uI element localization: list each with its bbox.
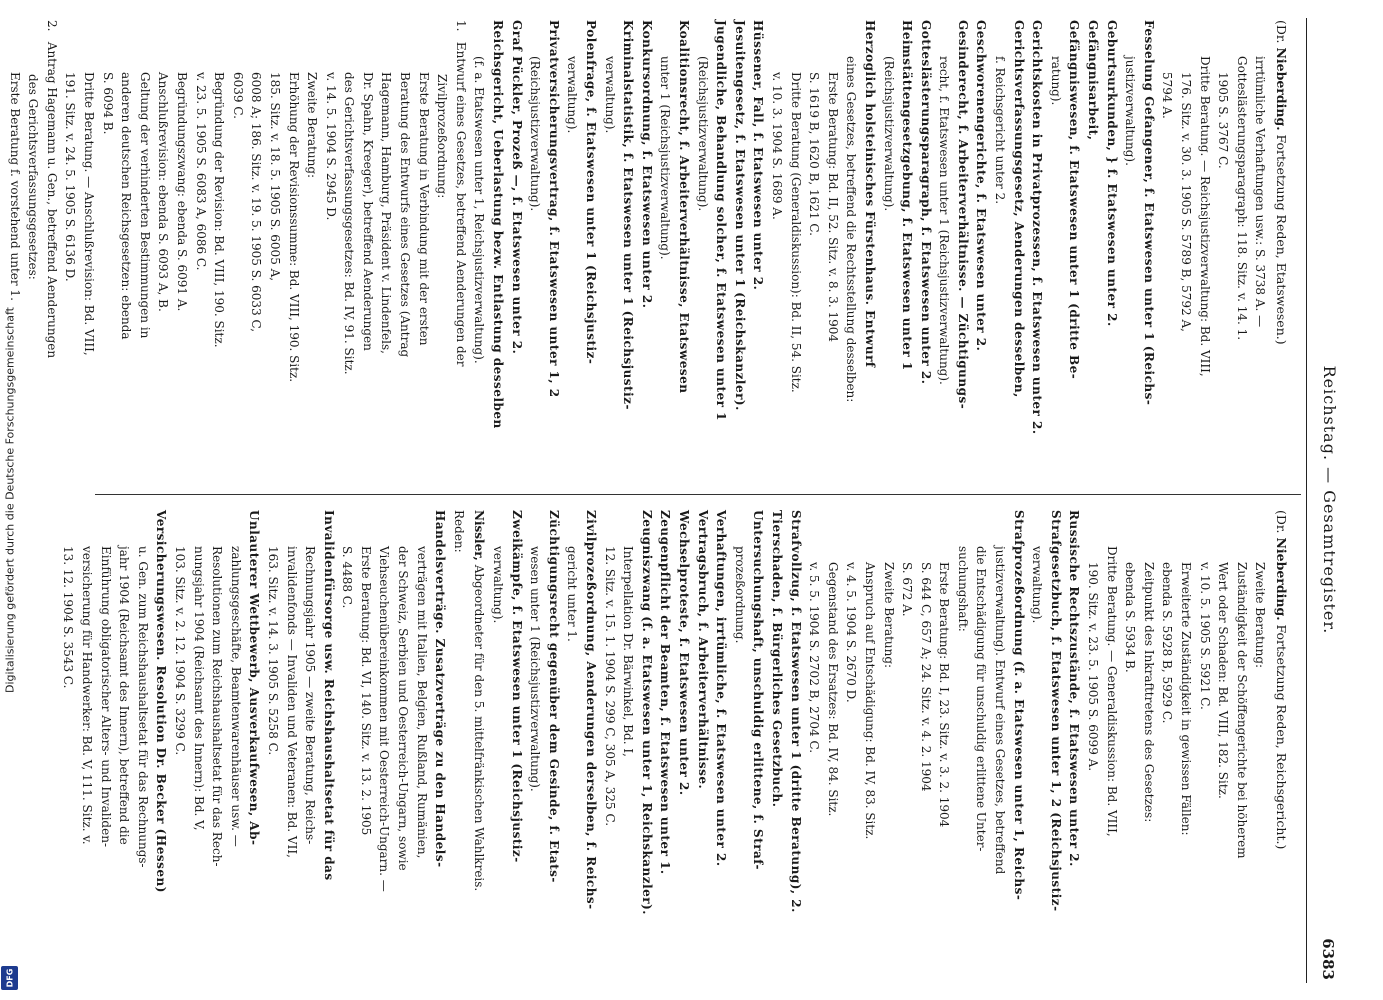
entry-list [488, 510, 1269, 978]
speaker-name: Nieberding. [1274, 537, 1289, 621]
index-subline: v. 14. 5. 1904 S. 2945 D. [323, 72, 338, 221]
index-subline: f. Reichsgericht unter 2. [993, 56, 1008, 205]
index-entry: Jugendliche, Behandlung solcher, f. Etatswesen unter 1 [714, 20, 729, 422]
index-subline: Gegenstand des Ersatzes: Bd. IV, 84. Sitz. [825, 562, 840, 817]
index-entry: Unlauterer Wettbewerb, Ausverkaufwesen, Ab- [247, 510, 262, 846]
index-subline: ebenda S. 5934 B. [1123, 562, 1138, 673]
index-entry: Konkursordnung, f. Etatswesen unter 2. [639, 20, 654, 309]
index-subline: v. 10. 5. 1905 S. 5921 C. [1197, 562, 1212, 710]
index-subline: (Reichsjustizverwaltung). [695, 56, 710, 212]
index-subline: verwaltung). [491, 546, 506, 624]
index-subline: invalidenfonds — Invaliden und Veteranen: Bd. VII, [284, 546, 299, 858]
index-subline: wesen unter 1 (Reichsjustizverwaltung). [528, 546, 543, 792]
index-subline: Anspruch auf Entschädigung: Bd. IV, 83. Sitz. [862, 562, 877, 840]
index-subline: (Reichsjustizverwaltung). [528, 56, 543, 212]
index-entry: Polenfrage, f. Etatswesen unter 1 (Reichsjustiz- [584, 20, 599, 365]
entry-sublines [61, 38, 451, 488]
index-subline: v. 10. 3. 1904 S. 1689 A. [769, 72, 784, 220]
index-subline: 103. Sitz. v. 2. 12. 1904 S. 3299 C. [172, 546, 187, 756]
index-subline: (Reichsjustizverwaltung). [881, 56, 896, 212]
index-subline: des Gerichtsverfassungsgesetzes: Bd. IV, 91. Sitz. [342, 72, 357, 375]
speaker-name: Nieberding. [1274, 47, 1289, 131]
index-entry: Gesinderecht, f. Arbeiterverhältnisse. — Züchtigungs- [955, 20, 970, 410]
index-entry: Verhaftungen, irrtümliche, f. Etatswesen unter 2. [714, 510, 729, 867]
index-subline: suchungshaft: [955, 546, 970, 632]
index-entry: Zweikämpfe, f. Etatswesen unter 1 (Reichsjustiz- [509, 510, 524, 863]
index-subline: Zweite Beratung: [881, 562, 896, 669]
index-subline: Erste Beratung: Bd. I, 23. Sitz. v. 3. 2. 1904 [937, 562, 952, 828]
index-subline: 6039 C. [230, 72, 245, 119]
index-entry: Gerichtsverfassungsgesetz, Aenderungen desselben, [1011, 20, 1026, 398]
index-entry: Koalitionsrecht, f. Arbeiterverhältnisse, Etatswesen [677, 20, 691, 394]
numbered-entry [5, 20, 61, 488]
index-subline: Gotteslästerungsparagraph: 118. Sitz. v. 14. 1. [1234, 56, 1249, 341]
index-subline: 1905 S. 3767 C. [1216, 72, 1231, 169]
index-entry: Jesuitengesetz, f. Etatswesen unter 1 (Reichskanzler). [732, 20, 747, 411]
index-subline: prozeßordnung. [732, 546, 747, 644]
index-subline: Beratung des Entwurfs eines Gesetzes (Antrag [398, 72, 413, 358]
index-subline: S. 672 A. [900, 562, 915, 617]
entry-number: 1. [453, 20, 468, 32]
index-subline: Hagemann, Hamburg, Präsident v. Lindenfels, [379, 72, 394, 354]
index-subline: Erste Beratung: Bd. VI, 140. Sitz. v. 13. 2. 1905 [358, 546, 373, 836]
index-subline: v. 23. 5. 1905 S. 6083 A, 6086 C. [193, 72, 208, 271]
numbered-entry [61, 20, 470, 488]
index-subline: Dritte Beratung. — Reichsjustizverwaltung: Bd. VIII, [1197, 56, 1212, 377]
index-subline: 176. Sitz. v. 30. 3. 1905 S. 5789 B, 5792 A, [1179, 72, 1194, 332]
index-subline: Dritte Beratung. — Anschlußrevision: Bd. VIII, [82, 72, 96, 356]
index-entry: Handelsverträge. Zusatzverträge zu den Handels- [433, 510, 448, 868]
index-subline: 191. Sitz. v. 24. 5. 1905 S. 6136 D. [63, 72, 78, 282]
index-entry: Züchtigungsrecht gegenüber dem Gesinde, f. Etats- [546, 510, 561, 883]
index-subline: Geltung der verhinderten Bestimmungen in [137, 72, 152, 339]
index-subline: Begründungszwang: ebenda S. 6091 A. [174, 72, 189, 312]
index-entry: Strafvollzug, f. Etatswesen unter 1 (dritte Beratung), 2. [788, 510, 803, 913]
entry-sublines [5, 38, 42, 488]
index-subline: Erste Beratung: Bd. II, 52. Sitz. v. 8. 3. 1904 [825, 72, 840, 343]
continuation-heading [1271, 510, 1290, 978]
index-subline: u. Gen. zum Reichshaushaltsetat für das Rechnungs- [135, 546, 150, 868]
index-subline: Zuständigkeit der Schöffengerichte bei höherem [1234, 562, 1249, 859]
index-subline: unter 1 (Reichsjustizverwaltung). [658, 56, 673, 260]
right-column [61, 510, 1290, 978]
index-subline: verwaltung). [565, 56, 580, 134]
index-entry: Untersuchungshaft, unschuldig erlittene, f. Straf- [751, 510, 766, 871]
continuation-rest: Fortsetzung Reden, Reichsgericht.) [1274, 624, 1289, 850]
index-entry: Strafgesetzbuch, f. Etatswesen unter 1, 2 (Reichsjustiz- [1048, 510, 1063, 912]
dfg-logo-text: DFG [5, 968, 14, 988]
index-subline: 185. Sitz. v. 18. 5. 1905 S. 6005 A, [267, 72, 282, 282]
index-subline: jahr 1904 (Reichsamt des Innern), betreffend die [117, 546, 132, 845]
left-column [7, 20, 1290, 488]
index-subline: eines Gesetzes, betreffend die Rechtsstellung desselben: [844, 56, 859, 403]
index-entry: Kriminalstatistik, f. Etatswesen unter 1 (Reichsjustiz- [621, 20, 636, 410]
index-subline: Dr. Spahn, Kreeger), betreffend Aenderungen [360, 72, 375, 351]
index-subline: der Schweiz, Serbien und Oesterreich-Ungarn, sowie [396, 546, 411, 871]
entry-number: 2. [44, 20, 59, 32]
index-subline: versicherung für Handwerker: Bd. V, 111. Sitz. v. [80, 546, 94, 845]
index-entry: Gerichtskosten in Privatprozessen, f. Etatswesen unter 2. [1030, 20, 1045, 435]
index-subline: Erweiterte Zuständigkeit in gewissen Fällen: [1179, 562, 1194, 836]
index-subline: zahlungsgeschäfte, Beamtenwarenhäuser usw. — [228, 546, 243, 847]
continuation-heading [1271, 20, 1290, 488]
index-subline: des Gerichtsverfassungsgesetzes: [26, 74, 41, 280]
index-entry: Versicherungswesen. Resolution Dr. Becker (Hessen) [154, 510, 169, 893]
index-subline: Zeitpunkt des Inkrafttretens des Gesetzes: [1141, 562, 1156, 823]
index-subline: 6008 A; 186. Sitz. v. 19. 5. 1905 S. 6033 C, [249, 72, 264, 333]
index-entry: Zeugenpflicht der Beamten, f. Etatswesen unter 1. [658, 510, 673, 875]
index-subline: Anschlußrevision: ebenda S. 6093 A, B. [156, 72, 171, 312]
index-entry: Gefängniswesen, f. Etatswesen unter 1 (dritte Be- [1067, 20, 1082, 380]
index-entry: Geburtsurkunden, } f. Etatswesen unter 2. [1104, 20, 1119, 327]
index-subline: Zweite Beratung: [305, 72, 320, 179]
index-entry: Heimstättengesetzgebung, f. Etatswesen unter 1 [900, 20, 915, 371]
index-subline: S. 644 C, 657 A; 24. Sitz. v. 4. 2. 1904 [918, 562, 933, 792]
index-subline: verwaltung). [1030, 546, 1045, 624]
speeches-label: Reden: [451, 510, 466, 553]
index-subline: Wert oder Schaden: Bd. VIII, 182. Sitz. [1216, 562, 1231, 799]
index-subline: justizverwaltung). Entwurf eines Gesetzes, betreffend [993, 546, 1008, 875]
index-subline: anderen deutschen Reichsgesetzen: ebenda [119, 72, 134, 340]
continuation-open: (Dr. [1274, 20, 1289, 44]
page-number: 6383 [1319, 938, 1337, 980]
header-rule [1306, 18, 1307, 983]
index-subline: S. 1619 B, 1620 B, 1621 C. [807, 72, 822, 236]
index-subline: Dritte Beratung. — Generaldiskussion: Bd. VIII, [1104, 546, 1119, 837]
index-subline: S. 6094 B. [100, 72, 115, 135]
index-entry: Geschworenengerichte, f. Etatswesen unter 2. [974, 20, 989, 352]
index-entry: Zeugniszwang (f. a. Etatswesen unter 1, Reichskanzler). [639, 510, 654, 915]
index-subline: (f. a. Etatswesen unter 1, Reichsjustizverwaltung). [472, 56, 487, 364]
index-subline: justizverwaltung). [1123, 56, 1138, 166]
index-entry: Gefängnisarbeit, [1086, 20, 1101, 141]
index-entry: Gotteslästerungsparagraph, f. Etatswesen unter 2. [918, 20, 933, 385]
index-subline: Erhöhung der Revisionssumme: Bd. VIII, 190. Sitz. [286, 72, 301, 383]
index-subline: gericht unter 1. [565, 546, 580, 642]
speaker-name: Nissler, [472, 510, 487, 561]
index-subline: Zweite Beratung: [1253, 562, 1268, 669]
index-subline: Interpellation Dr. Bärwinkel, Bd. I, [621, 546, 636, 757]
index-subline: v. 5. 5. 1904 S. 2702 B, 2704 C. [807, 562, 822, 754]
index-subline: verträgen mit Italien, Belgien, Rußland, Rumänien, [414, 546, 429, 859]
index-subline: 5794 A. [1160, 72, 1175, 119]
index-entry: Reichsgericht, Ueberlastung bezw. Entlastung desselben [491, 20, 506, 429]
index-entry: Tierschaden, f. Bürgerliches Gesetzbuch. [769, 510, 784, 808]
index-subline: v. 4. 5. 1904 S. 2670 D. [844, 562, 859, 703]
index-subline: S. 4488 C. [340, 546, 355, 609]
entry-text: Entwurf eines Gesetzes, betreffend Aenderungen der [453, 41, 468, 367]
index-subline: Viehseuchenübereinkommen mit Oesterreich-Ungarn. — [377, 546, 392, 892]
index-subline: Resolutionen zum Reichshaushaltsetat für das Rech- [210, 546, 225, 867]
index-entry: Graf Pückler, Prozeß —, f. Etatswesen unter 2. [509, 20, 524, 355]
index-subline: recht, f. Etatswesen unter 1 (Reichsjustizverwaltung). [937, 56, 952, 385]
continuation-open: (Dr. [1274, 510, 1289, 534]
continuation-rest: Fortsetzung Reden, Etatswesen.) [1274, 134, 1289, 345]
index-subline: Dritte Beratung (Generaldiskussion): Bd. II, 54. Sitz. [788, 72, 803, 393]
index-entry: Wechselproteste, f. Etatswesen unter 2. [677, 510, 691, 796]
index-entry: Hüssener, Fall, f. Etatswesen unter 2. [751, 20, 766, 291]
index-subline: irrtümliche Verhaftungen usw.: S. 3738 A. — [1253, 56, 1268, 328]
index-subline: Rechnungsjahr 1905 — zweite Beratung, Reichs- [303, 546, 318, 845]
index-subline: ratung). [1048, 56, 1063, 106]
digitization-credit: Digitalisierung gefördert durch die Deutsche Forschungsgemeinschaft [3, 307, 17, 693]
index-subline: 163. Sitz. v. 14. 3. 1905 S. 5258 C. [265, 546, 280, 756]
index-entry: Zivilprozeßordnung, Aenderungen derselben, f. Reichs- [584, 510, 599, 910]
index-subline: 13. 12. 1904 S. 3543 C. [61, 546, 76, 689]
index-entry: Vertragsbruch, f. Arbeiterverhältnisse. [695, 510, 710, 790]
index-entry: Invalidenfürsorge usw. Reichshaushaltsetat für das [321, 510, 336, 881]
index-entry: Privatversicherungsvertrag, f. Etatswesen unter 1, 2 [546, 20, 561, 398]
index-subline: Erste Beratung f. vorstehend unter 1. [7, 72, 22, 301]
entry-text: Antrag Hagemann u. Gen., betreffend Aenderungen [44, 41, 59, 359]
index-subline: die Entschädigung für unschuldig erlittene Unter- [974, 546, 989, 852]
index-subline: 190. Sitz. v. 23. 5. 1905 S. 6099 A. [1086, 562, 1101, 772]
speaker-heading [470, 510, 489, 978]
index-subline: nungsjahr 1904 (Reichsamt des Innern): Bd. V, [191, 546, 206, 831]
entry-list [470, 20, 1270, 488]
index-entry: Strafprozeßordnung (f. a. Etatswesen unter 1, Reichs- [1011, 510, 1026, 901]
column-divider [95, 494, 1301, 495]
index-subline: Einführung obligatorischer Alters- und Invaliden- [98, 546, 113, 848]
index-entry: Russische Rechtszustände, f. Etatswesen unter 2. [1067, 510, 1082, 867]
speaker-description: Abgeordneter für den 5. mittelfränkischen Wahlkreis. [472, 564, 487, 892]
index-subline: verwaltung). [602, 56, 617, 134]
entry-list [59, 510, 449, 978]
index-subline: Erste Beratung in Verbindung mit der ersten [416, 72, 431, 346]
running-head: Reichstag. — Gesamtregister. [1320, 365, 1339, 635]
index-subline: ebenda S. 5928 B, 5929 C. [1160, 562, 1175, 724]
index-entry: Fesselung Gefangener, f. Etatswesen unter 1 (Reichs- [1141, 20, 1156, 406]
index-subline: Zivilprozeßordnung: [435, 74, 450, 199]
index-subline: 12. Sitz. v. 15. 1. 1904 S. 299 C, 305 A, 325 C. [602, 546, 617, 827]
index-entry: Herzoglich holsteinisches Fürstenhaus. Entwurf [862, 20, 877, 368]
index-subline: Begründung der Revision: Bd. VIII, 190. Sitz. [212, 72, 227, 348]
